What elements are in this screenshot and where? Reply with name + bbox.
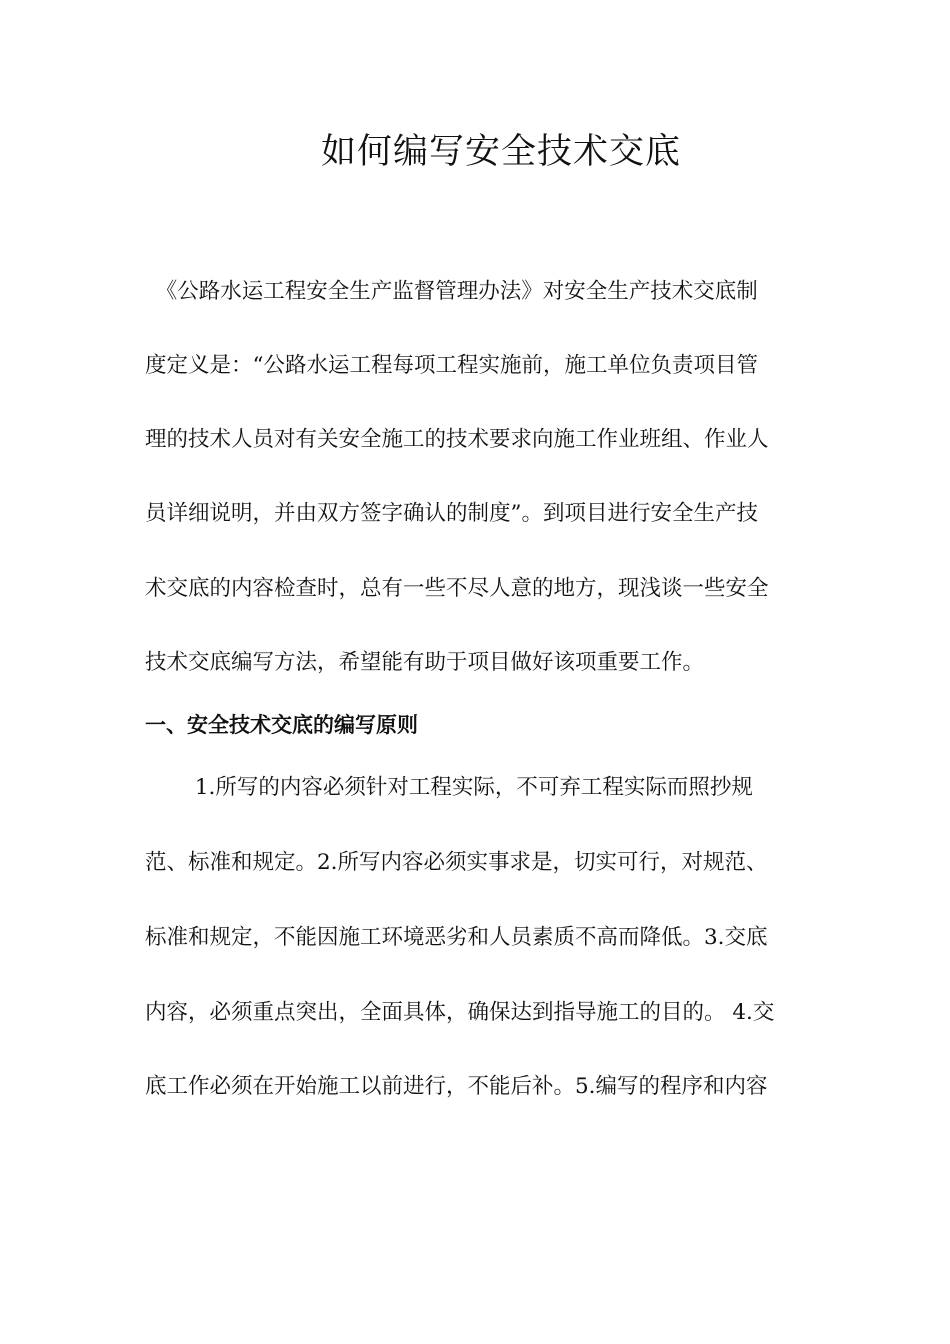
intro-line-1: 《公路水运工程安全生产监督管理办法》对安全生产技术交底制 <box>145 279 758 304</box>
document-title: 如何编写安全技术交底 <box>320 132 681 172</box>
intro-line-4: 员详细说明，并由双方签字确认的制度”。到项目进行安全生产技 <box>145 501 758 526</box>
section-heading-principles: 一、安全技术交底的编写原则 <box>145 713 418 737</box>
intro-line-2: 度定义是：“公路水运工程每项工程实施前，施工单位负责项目管 <box>145 353 758 378</box>
principles-line-1: 1.所写的内容必须针对工程实际，不可弃工程实际而照抄规 <box>145 775 753 800</box>
principles-line-2: 范、标准和规定。2.所写内容必须实事求是，切实可行，对规范、 <box>145 850 768 875</box>
principles-line-3: 标准和规定，不能因施工环境恶劣和人员素质不高而降低。3.交底 <box>145 925 768 950</box>
principles-line-4: 内容，必须重点突出，全面具体，确保达到指导施工的目的。 4.交 <box>145 1000 775 1025</box>
principles-line-5: 底工作必须在开始施工以前进行，不能后补。5.编写的程序和内容 <box>145 1074 768 1099</box>
intro-line-5: 术交底的内容检查时，总有一些不尽人意的地方，现浅谈一些安全 <box>145 576 769 601</box>
intro-line-6: 技术交底编写方法，希望能有助于项目做好该项重要工作。 <box>145 650 705 675</box>
intro-line-3: 理的技术人员对有关安全施工的技术要求向施工作业班组、作业人 <box>145 427 769 452</box>
